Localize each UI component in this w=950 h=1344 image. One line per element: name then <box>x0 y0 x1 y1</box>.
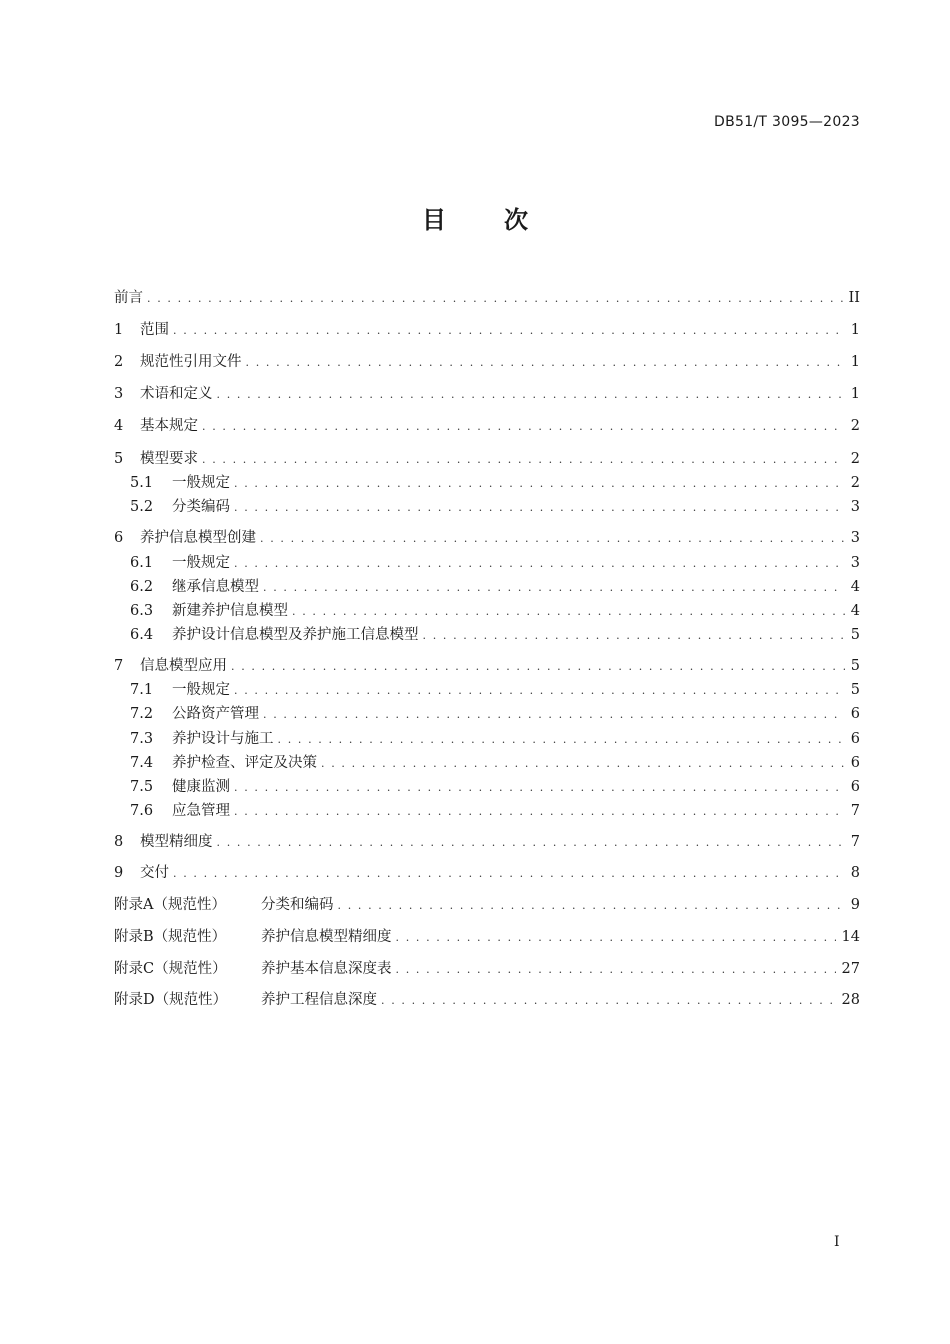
toc-entry-label: 模型要求 <box>140 451 198 467</box>
toc-entry[interactable] <box>114 989 860 1011</box>
toc-entry-label: 信息模型应用 <box>140 658 227 674</box>
toc-entry-label: 应急管理 <box>172 803 230 819</box>
toc-entry-number: 7.1 <box>130 682 154 698</box>
toc-dot-leader <box>217 832 845 854</box>
toc-entry-label: 养护设计信息模型及养护施工信息模型 <box>172 627 419 643</box>
toc-dot-leader <box>234 553 845 575</box>
toc-entry-number: 5 <box>114 451 124 467</box>
toc-entry[interactable] <box>130 752 860 774</box>
toc-entry-page: 5 <box>850 682 860 698</box>
toc-entry-label: 术语和定义 <box>140 386 213 402</box>
toc-entry[interactable] <box>130 776 860 798</box>
toc-entry-page: 2 <box>850 475 860 491</box>
toc-entry[interactable] <box>130 728 860 750</box>
toc-dot-leader <box>234 680 845 702</box>
toc-entry[interactable] <box>130 552 860 574</box>
toc-dot-leader <box>234 777 845 799</box>
toc-title <box>0 200 950 235</box>
toc-entry-number: 5.1 <box>130 475 154 491</box>
toc-entry-page: 14 <box>841 929 860 945</box>
toc-entry[interactable] <box>114 831 860 853</box>
toc-entry-label: 养护设计与施工 <box>172 731 274 747</box>
toc-entry-number: 7 <box>114 658 124 674</box>
toc-entry-number: 7.3 <box>130 731 154 747</box>
toc-entry-page: 3 <box>850 499 860 515</box>
toc-entry-page: 9 <box>850 897 860 913</box>
toc-dot-leader <box>246 352 845 374</box>
toc-entry-page: 6 <box>850 755 860 771</box>
toc-entry-page: 4 <box>850 603 860 619</box>
toc-entry-number: 附录C（规范性） <box>114 961 227 977</box>
toc-entry-label: 前言 <box>114 290 143 306</box>
toc-dot-leader <box>202 416 845 438</box>
toc-entry-number: 附录B（规范性） <box>114 929 227 945</box>
toc-entry[interactable] <box>114 448 860 470</box>
toc-entry-label: 健康监测 <box>172 779 230 795</box>
toc-entry[interactable] <box>130 496 860 518</box>
toc-dot-leader <box>278 729 845 751</box>
toc-entry-number: 附录D（规范性） <box>114 992 228 1008</box>
toc-entry-page: 7 <box>850 834 860 850</box>
toc-entry[interactable] <box>130 800 860 822</box>
toc-entry-label: 规范性引用文件 <box>140 354 242 370</box>
toc-entry-page: 1 <box>850 354 860 370</box>
toc-entry[interactable] <box>114 351 860 373</box>
toc-entry-page: 6 <box>850 731 860 747</box>
toc-entry[interactable] <box>130 624 860 646</box>
toc-dot-leader <box>321 753 845 775</box>
toc-entry-page: 27 <box>841 961 860 977</box>
toc-dot-leader <box>423 625 845 647</box>
toc-entry-page: 6 <box>850 779 860 795</box>
toc-entry-label: 公路资产管理 <box>172 706 259 722</box>
toc-entry[interactable] <box>130 600 860 622</box>
footer-page-number: I <box>834 1234 840 1250</box>
toc-entry-number: 6 <box>114 530 124 546</box>
toc-dot-leader <box>217 384 845 406</box>
toc-entry-page: 5 <box>850 658 860 674</box>
toc-entry-label: 交付 <box>140 865 169 881</box>
toc-entry-label: 分类和编码 <box>261 897 334 913</box>
toc-entry-page: 3 <box>850 555 860 571</box>
toc-entry[interactable] <box>114 894 860 916</box>
toc-entry-number: 9 <box>114 865 124 881</box>
toc-entry-number: 7.6 <box>130 803 154 819</box>
toc-entry[interactable] <box>114 383 860 405</box>
toc-entry-number: 3 <box>114 386 124 402</box>
toc-title-part2: 次 <box>504 206 528 234</box>
toc-dot-leader <box>234 497 845 519</box>
toc-entry-label: 分类编码 <box>172 499 230 515</box>
toc-entry[interactable] <box>130 703 860 725</box>
toc-dot-leader <box>381 990 836 1012</box>
toc-entry-page: 7 <box>850 803 860 819</box>
toc-entry-number: 7.4 <box>130 755 154 771</box>
toc-dot-leader <box>263 577 845 599</box>
toc-entry-page: 8 <box>850 865 860 881</box>
toc-dot-leader <box>234 473 845 495</box>
toc-entry-page: 2 <box>850 451 860 467</box>
toc-entry-number: 7.2 <box>130 706 154 722</box>
toc-entry-label: 模型精细度 <box>140 834 213 850</box>
toc-dot-leader <box>202 449 845 471</box>
toc-entry-label: 一般规定 <box>172 555 230 571</box>
toc-entry-number: 6.2 <box>130 579 154 595</box>
toc-entry-page: 28 <box>841 992 860 1008</box>
toc-entry-label: 养护基本信息深度表 <box>261 961 392 977</box>
toc-dot-leader <box>234 801 845 823</box>
toc-entry-label: 养护工程信息深度 <box>261 992 377 1008</box>
toc-entry-label: 新建养护信息模型 <box>172 603 288 619</box>
toc-dot-leader <box>396 959 836 981</box>
toc-entry-number: 8 <box>114 834 124 850</box>
toc-entry[interactable] <box>114 319 860 341</box>
toc-dot-leader <box>173 863 845 885</box>
toc-entry-label: 范围 <box>140 322 169 338</box>
toc-dot-leader <box>263 704 845 726</box>
toc-entry[interactable] <box>130 472 860 494</box>
standard-code: DB51/T 3095—2023 <box>714 114 860 130</box>
toc-entry-number: 附录A（规范性） <box>114 897 226 913</box>
toc-entry[interactable] <box>114 926 860 948</box>
toc-entry-page: 5 <box>850 627 860 643</box>
toc-title-part1: 目 <box>422 206 446 234</box>
toc-entry-label: 养护信息模型创建 <box>140 530 256 546</box>
toc-entry-number: 6.3 <box>130 603 154 619</box>
toc-entry-page: 3 <box>850 530 860 546</box>
toc-dot-leader <box>260 528 845 550</box>
toc-entry-page: 1 <box>850 386 860 402</box>
toc-entry-number: 7.5 <box>130 779 154 795</box>
toc-dot-leader <box>173 320 845 342</box>
toc-entry-number: 6.1 <box>130 555 154 571</box>
toc-entry[interactable] <box>114 527 860 549</box>
toc-entry[interactable] <box>114 655 860 677</box>
toc-entry-label: 养护信息模型精细度 <box>261 929 392 945</box>
toc-entry-page: 1 <box>850 322 860 338</box>
toc-entry[interactable] <box>114 415 860 437</box>
toc-entry-number: 2 <box>114 354 124 370</box>
toc-entry-number: 4 <box>114 418 124 434</box>
toc-entry-label: 继承信息模型 <box>172 579 259 595</box>
toc-entry-label: 基本规定 <box>140 418 198 434</box>
toc-entry[interactable] <box>114 958 860 980</box>
toc-entry-number: 1 <box>114 322 124 338</box>
toc-dot-leader <box>338 895 845 917</box>
toc-dot-leader <box>396 927 836 949</box>
toc-entry[interactable] <box>114 862 860 884</box>
toc-entry[interactable] <box>114 287 860 309</box>
toc-entry-number: 5.2 <box>130 499 154 515</box>
toc-entry-page: 6 <box>850 706 860 722</box>
toc-entry-label: 养护检查、评定及决策 <box>172 755 317 771</box>
toc-entry-page: 2 <box>850 418 860 434</box>
toc-dot-leader <box>231 656 845 678</box>
toc-entry-page: II <box>848 290 860 306</box>
toc-entry-label: 一般规定 <box>172 682 230 698</box>
toc-entry[interactable] <box>130 576 860 598</box>
toc-entry-page: 4 <box>850 579 860 595</box>
toc-dot-leader <box>292 601 845 623</box>
toc-entry-label: 一般规定 <box>172 475 230 491</box>
toc-dot-leader <box>147 288 843 310</box>
toc-entry-number: 6.4 <box>130 627 154 643</box>
toc-entry[interactable] <box>130 679 860 701</box>
